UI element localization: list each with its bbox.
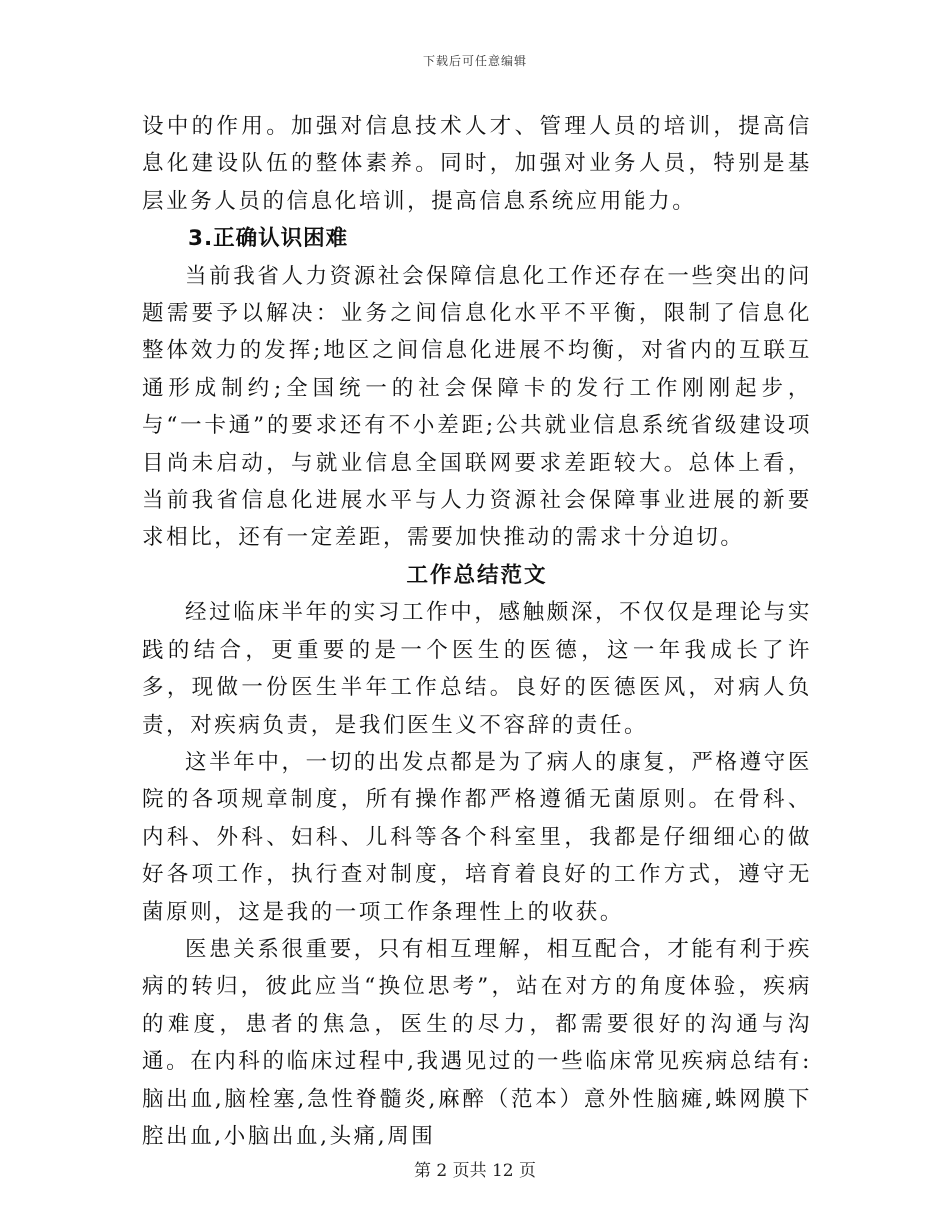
paragraph-continued: 设中的作用。加强对信息技术人才、管理人员的培训，提高信息化建设队伍的整体素养。同时，加强对业务人员，特别是基层业务人员的信息化培训，提高信息系统应用能力。 <box>142 114 812 214</box>
document-body <box>142 108 812 1155</box>
paragraph-internship: 经过临床半年的实习工作中，感触颇深，不仅仅是理论与实践的结合，更重要的是一个医生的医德，这一年我成长了许多，现做一份医生半年工作总结。良好的医德医风，对病人负责，对疾病负责，是我们医生义不容辞的责任。 <box>142 600 812 738</box>
section-heading: 3.正确认识困难 <box>188 226 349 252</box>
document-title: 工作总结范文 <box>406 562 548 588</box>
paragraph-difficulty: 当前我省人力资源社会保障信息化工作还存在一些突出的问题需要予以解决：业务之间信息化水平不平衡，限制了信息化整体效力的发挥;地区之间信息化进展不均衡，对省内的互联互通形成制约;全国统一的社会保障卡的发行工作刚刚起步，与“一卡通”的要求还有不小差距;公共就业信息系统省级建设项目尚未启动，与就业信息全国联网要求差距较大。总体上看，当前我省信息化进展水平与人力资源社会保障事业进展的新要求相比，还有一定差距，需要加快推动的需求十分迫切。 <box>142 263 812 551</box>
page-header-note: 下载后可任意编辑 <box>422 54 527 68</box>
page-number: 第 2 页共 12 页 <box>413 1161 537 1181</box>
paragraph-doctor-patient: 医患关系很重要，只有相互理解，相互配合，才能有利于疾病的转归，彼此应当“换位思考”，站在对方的角度体验，疾病的难度，患者的焦急，医生的尽力，都需要很好的沟通与沟通。在内科的临床过程中,我遇见过的一些临床常见疾病总结有:脑出血,脑栓塞,急性脊髓炎,麻醉（范本）意外性脑瘫,蛛网膜下腔出血,小脑出血,头痛,周围 <box>142 936 812 1149</box>
paragraph-rules: 这半年中，一切的出发点都是为了病人的康复，严格遵守医院的各项规章制度，所有操作都严格遵循无菌原则。在骨科、内科、外科、妇科、儿科等各个科室里，我都是仔细细心的做好各项工作，执行查对制度，培育着良好的工作方式，遵守无菌原则，这是我的一项工作条理性上的收获。 <box>142 749 812 925</box>
